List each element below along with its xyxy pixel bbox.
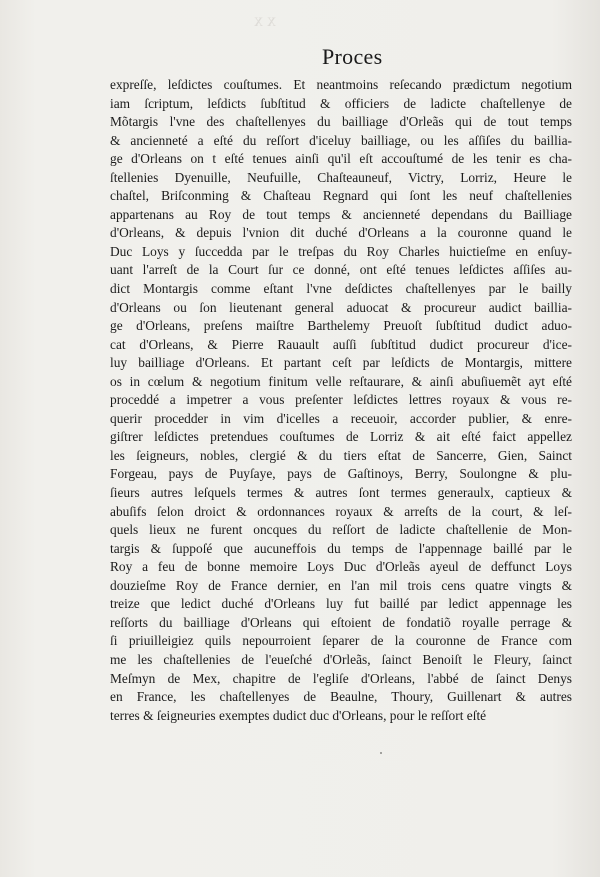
text-line: luy bailliage d'Orleans. Et partant ceſt par leſdicts de Montargis, mittere [110,355,572,371]
text-line: chaſtel, Briſconming & Chaſteau Regnard qui ſont les neuf chaſtellenies [110,188,572,204]
ink-speck [380,752,382,754]
text-line: douzieſme Roy de France dernier, en l'an mil trois cens quatre vingts & [110,577,572,593]
text-line: reſſorts du bailliage d'Orleans qui eſtoient de fondatiõ royalle perrage & [110,614,572,630]
text-line: iam ſcriptum, leſdicts ſubſtitud & officiers de ladicte chaſtellenye de [110,95,572,111]
text-line: me les chaſtellenies de l'eueſché d'Orleãs, ſainct Benoiſt le Fleury, ſainct [110,651,572,667]
text-line: giſtrer leſdictes pretendues couſtumes de Lorriz & ait eſté faict appellez [110,429,572,445]
text-line: d'Orleans, & depuis l'vnion dit duché d'Orleans a la couronne quand le [110,225,572,241]
text-line: proceddé a impetrer a vous preſenter leſdictes lettres royaux & vous re- [110,392,572,408]
text-line: abuſifs ſelon droict & ordonnances royaux & arreſts de la court, & leſ- [110,503,572,519]
text-line: ſtellenies Dyenuille, Neufuille, Chaſteauneuf, Victry, Lorriz, Heure le [110,169,572,185]
text-line: targis & ſuppoſé que aucuneffois du temps de l'appennage baillé par le [110,540,572,556]
text-line: ſieurs autres leſquels termes & autres ſont termes generaulx, captieux & [110,485,572,501]
text-line: appartenans au Roy de tout temps & ancienneté dependans du Bailliage [110,206,572,222]
text-line: terres & ſeigneuries exemptes dudict duc d'Orleans, pour le reſſort eſté [110,707,487,723]
text-line: en France, les chaſtellenyes de Beaulne, Thoury, Guillenart & autres [110,689,572,705]
text-line: & ancienneté a eſté du reſſort d'iceluy bailliage, ou les aſſiſes du baillia- [110,132,572,148]
text-line: Roy a feu de bonne memoire Loys Duc d'Orleãs ayeul de deffunct Loys [110,559,572,575]
text-line: d'Orleans ou ſon lieutenant general aduocat & procureur audict baillia- [110,299,572,315]
text-line: quels lieux ne furent oncques du reſſort de ladicte chaſtellenie de Mon- [110,522,572,538]
text-line: os in cœlum & negotium finitum velle reſtaurare, & ainſi abuſiuemẽt ayt eſté [110,373,572,389]
text-line: ge d'Orleans on t eſté tenues ainſi qu'il eſt accouſtumé de les tenir es cha- [110,151,572,167]
text-line: ge d'Orleans, preſens maiſtre Barthelemy Preuoſt ſubſtitud dudict aduo- [110,318,572,334]
text-line: querir procedder in vim d'icelles a receuoir, accorder publier, & enre- [110,410,572,426]
text-line: uant l'arreſt de la Court ſur ce donné, ont eſté tenues leſdictes aſſiſes au- [110,262,572,278]
text-line: Duc Loys y ſuccedda par le treſpas du Roy Charles huictieſme en enſuy- [110,243,572,259]
text-line: ſi priuilleigiez quils nepourroient ſeparer de la couronne de France com [110,633,572,649]
text-line: treize que ledict duché d'Orleans luy fut baillé par ledict appennage les [110,596,572,612]
body-text [110,76,572,725]
bleed-through-text: xx [250,10,276,30]
text-line: cat d'Orleans, & Pierre Rauault auſſi ſubſtitud dudict procureur d'ice- [110,336,572,352]
text-line: les ſeigneurs, nobles, clergié & du tiers eſtat de Sancerre, Gien, Sainct [110,447,572,463]
text-line: dict Montargis comme eſtant l'vne deſdictes chaſtellenyes par le bailly [110,281,572,297]
text-line: Mõtargis l'vne des chaſtellenyes du bailliage d'Orleãs qui de tout temps [110,114,572,130]
text-line: Meſmyn de Mex, chapitre de l'egliſe d'Orleans, l'abbé de ſainct Denys [110,670,572,686]
text-line: Forgeau, pays de Puyſaye, pays de Gaſtinoys, Berry, Soulongne & plu- [110,466,572,482]
running-head: Proces [322,44,383,69]
text-line: expreſſe, leſdictes couſtumes. Et neantmoins reſecando prædictum negotium [110,77,572,92]
